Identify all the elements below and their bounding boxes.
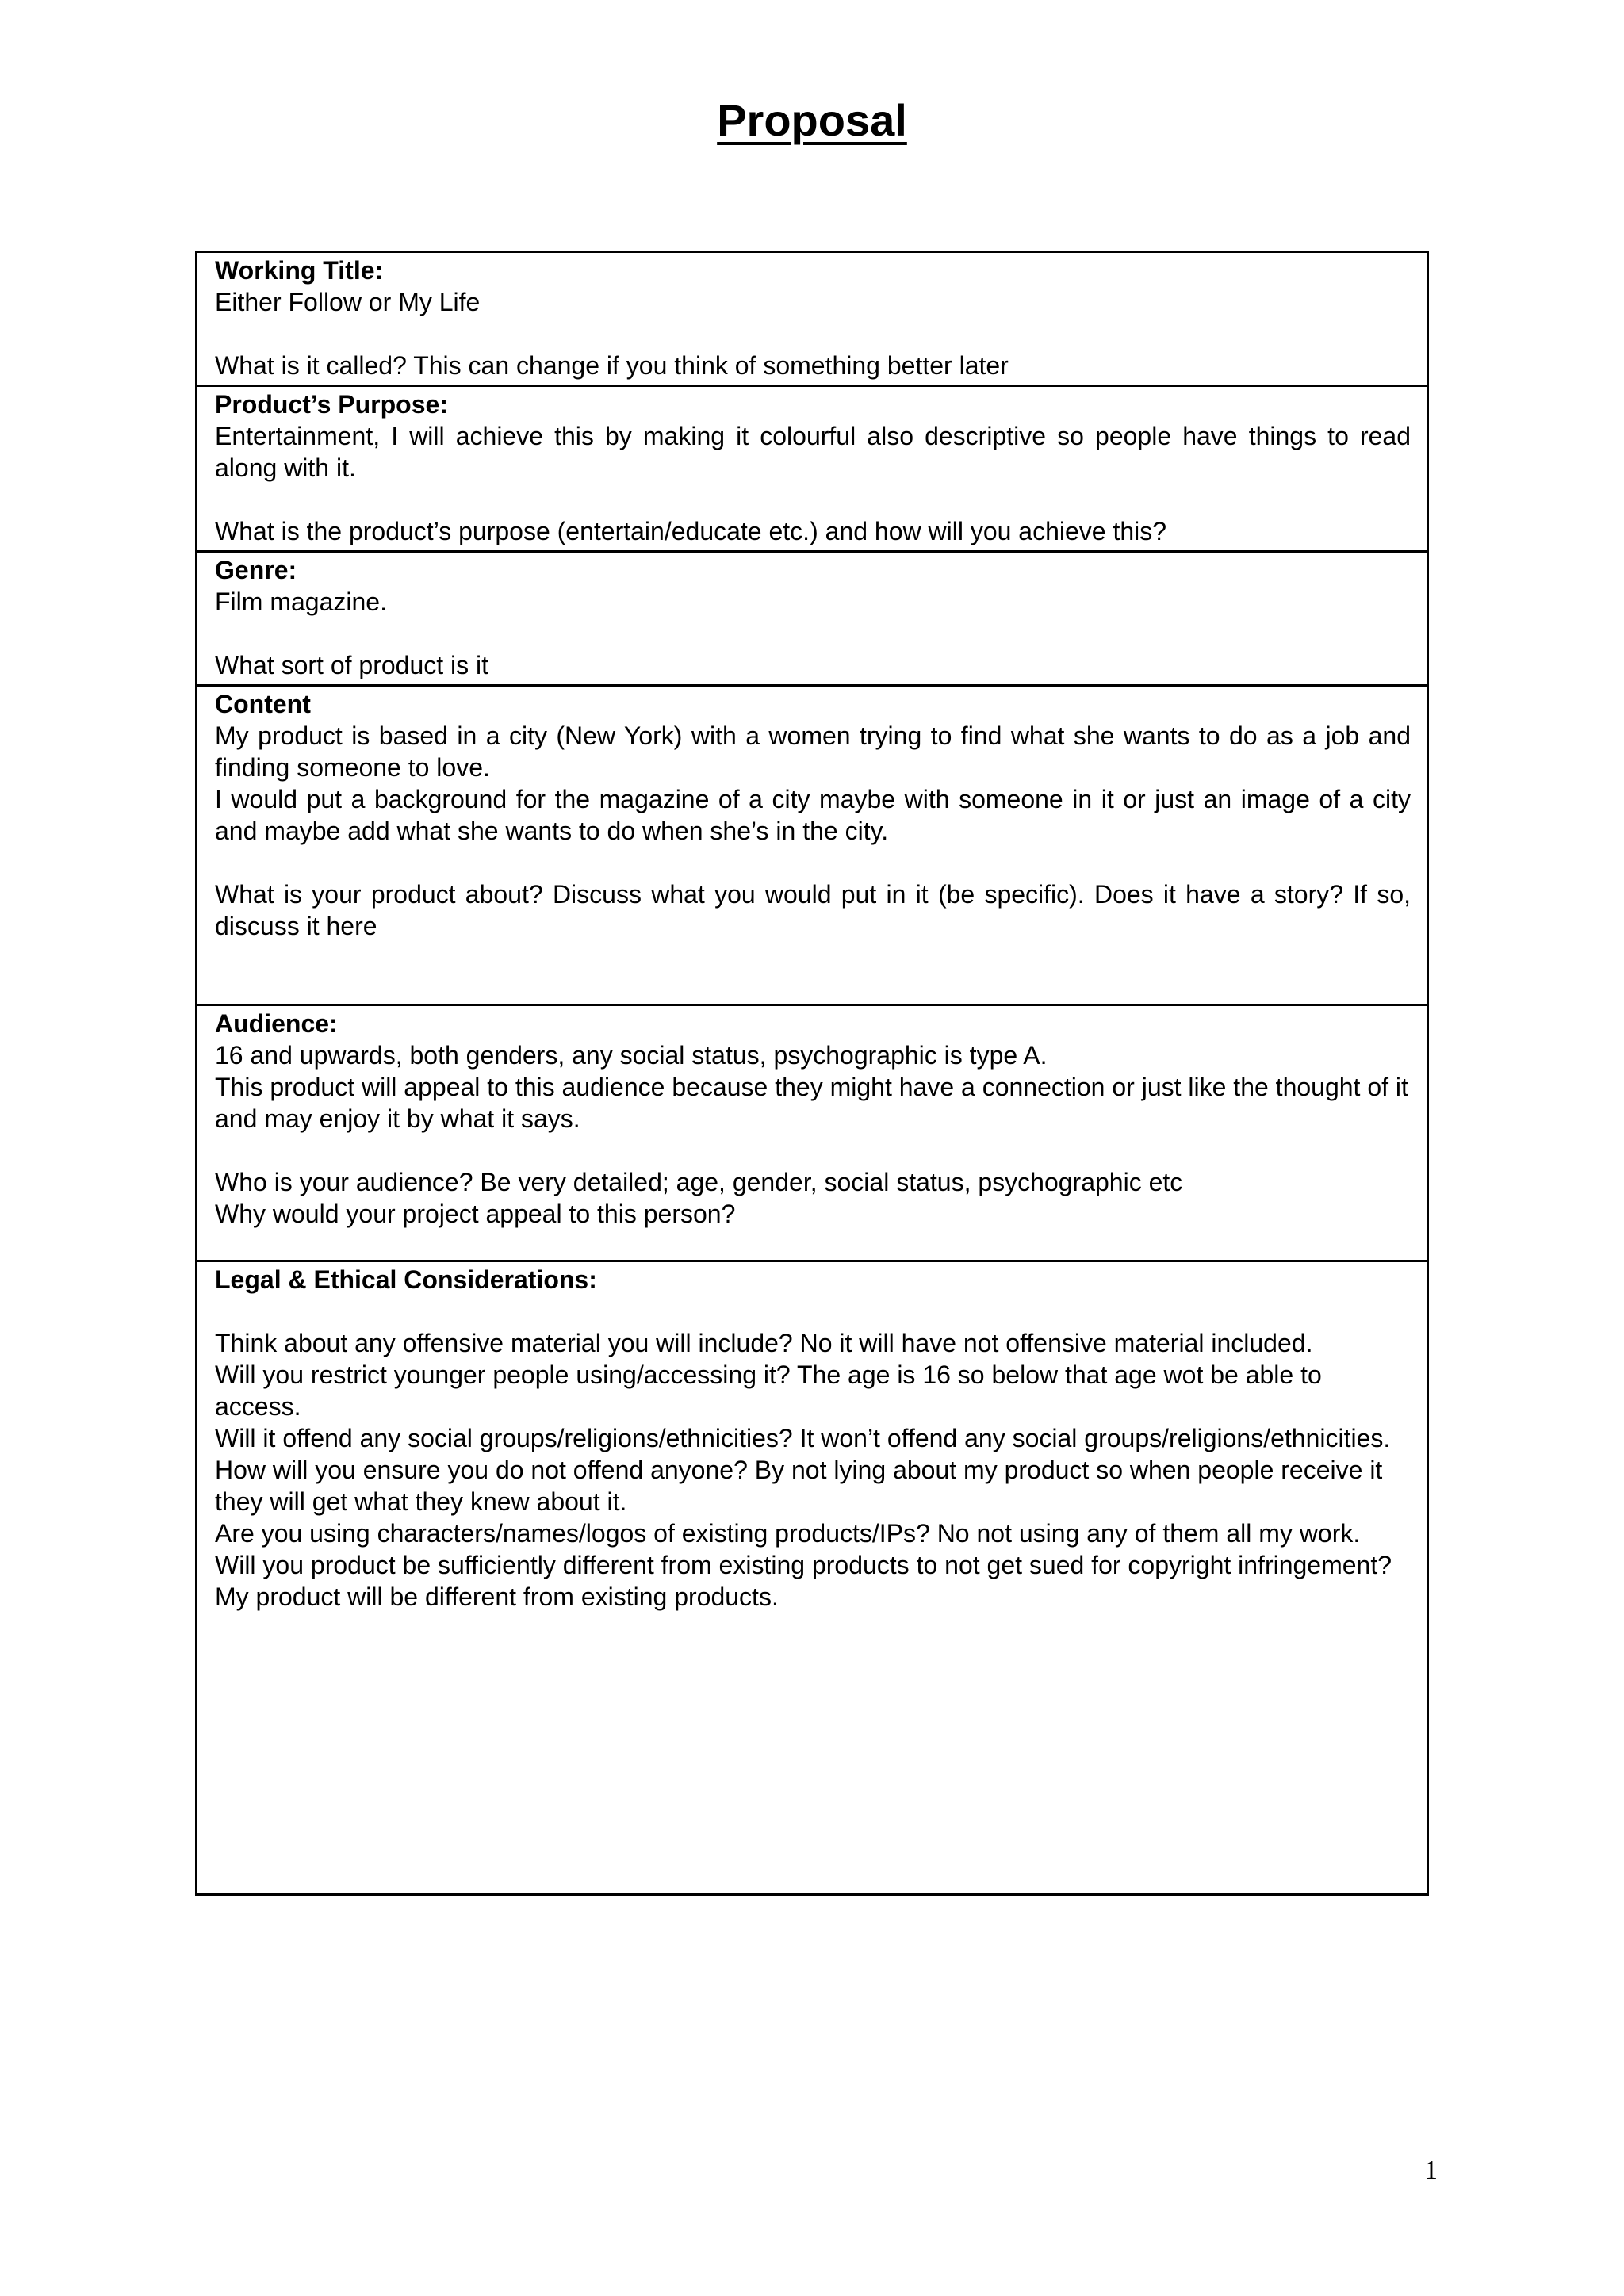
- legal-answer-3: Will it offend any social groups/religions/ethnicities? It won’t offend any social groups/religions/ethnicities.: [215, 1424, 1391, 1452]
- genre-row: [197, 552, 1428, 686]
- purpose-cell: [197, 386, 1428, 552]
- audience-label: Audience:: [215, 1009, 338, 1038]
- content-answer-2: I would put a background for the magazine of a city maybe with someone in it or just an image of a city and maybe add what she wants to do when she’s in the city.: [215, 785, 1411, 845]
- audience-prompt-2: Why would your project appeal to this person?: [215, 1200, 736, 1228]
- purpose-label: Product’s Purpose:: [215, 390, 448, 419]
- spacer: [215, 484, 1411, 515]
- legal-answer-6: Will you product be sufficiently different from existing products to not get sued for copyright infringement? My product will be different from existing products.: [215, 1551, 1392, 1611]
- content-row: [197, 686, 1428, 1005]
- working-title-row: [197, 252, 1428, 386]
- audience-prompt-1: Who is your audience? Be very detailed; age, gender, social status, psychographic etc: [215, 1168, 1183, 1196]
- content-answer-1: My product is based in a city (New York) with a women trying to find what she wants to do as a job and finding someone to love.: [215, 721, 1411, 782]
- content-label: Content: [215, 690, 311, 718]
- proposal-form-table: [195, 251, 1429, 1896]
- legal-answer-2: Will you restrict younger people using/accessing it? The age is 16 so below that age wot be able to access.: [215, 1360, 1322, 1421]
- legal-cell: [197, 1261, 1428, 1895]
- legal-answer-5: Are you using characters/names/logos of existing products/IPs? No not using any of them all my work.: [215, 1519, 1361, 1548]
- content-cell: [197, 686, 1428, 1005]
- page-number: 1: [1424, 2156, 1438, 2185]
- spacer: [215, 1135, 1411, 1166]
- audience-answer-2: This product will appeal to this audience because they might have a connection or just like the thought of it and may enjoy it by what it says.: [215, 1073, 1408, 1133]
- content-prompt: What is your product about? Discuss what you would put in it (be specific). Does it have a story? If so, discuss it here: [215, 880, 1411, 940]
- legal-answer-1: Think about any offensive material you will include? No it will have not offensive material included.: [215, 1329, 1313, 1357]
- genre-cell: [197, 552, 1428, 686]
- spacer: [215, 618, 1411, 649]
- legal-answer-4: How will you ensure you do not offend anyone? By not lying about my product so when people receive it they will get what they knew about it.: [215, 1456, 1383, 1516]
- spacer: [215, 318, 1411, 350]
- audience-answer-1: 16 and upwards, both genders, any social status, psychographic is type A.: [215, 1041, 1048, 1070]
- genre-answer: Film magazine.: [215, 587, 387, 616]
- legal-row: [197, 1261, 1428, 1895]
- purpose-answer: Entertainment, I will achieve this by making it colourful also descriptive so people have things to read along with it.: [215, 422, 1411, 482]
- genre-label: Genre:: [215, 556, 297, 584]
- spacer: [215, 847, 1411, 878]
- working-title-cell: [197, 252, 1428, 386]
- audience-row: [197, 1005, 1428, 1261]
- working-title-prompt: What is it called? This can change if you think of something better later: [215, 351, 1009, 380]
- purpose-row: [197, 386, 1428, 552]
- working-title-answer: Either Follow or My Life: [215, 288, 481, 316]
- audience-cell: [197, 1005, 1428, 1261]
- page-title: Proposal: [717, 95, 907, 145]
- working-title-label: Working Title:: [215, 256, 384, 285]
- legal-label: Legal & Ethical Considerations:: [215, 1265, 597, 1294]
- purpose-prompt: What is the product’s purpose (entertain/educate etc.) and how will you achieve this?: [215, 517, 1167, 545]
- genre-prompt: What sort of product is it: [215, 651, 489, 679]
- spacer: [215, 1295, 1411, 1327]
